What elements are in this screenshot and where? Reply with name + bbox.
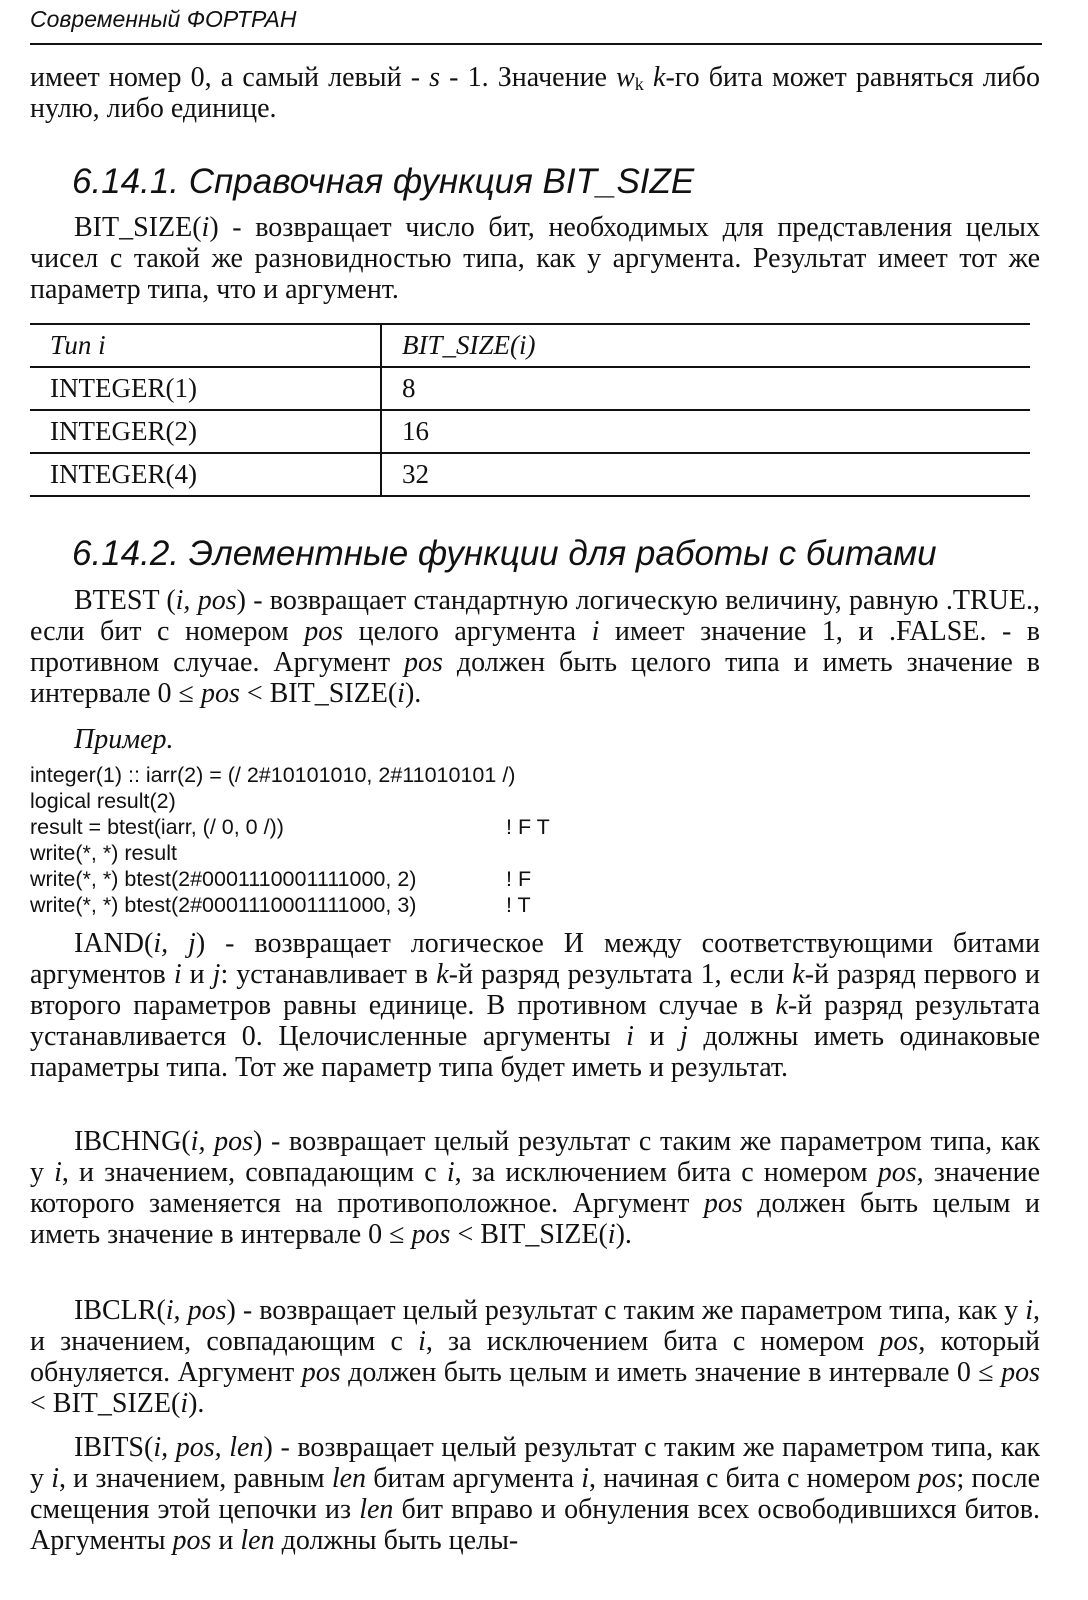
code-example: [30, 762, 550, 918]
code-comment: ! F: [506, 867, 532, 891]
ibclr-paragraph: IBCLR(i, pos) - возвращает целый результат с таким же параметром типа, как у i, и значением, совпадающим с i, за исключением бита с номером pos, который обнуляется. Аргумент pos должен быть целым и иметь значение в интервале 0 ≤ pos < BIT_SIZE(i).: [30, 1295, 1040, 1419]
table-cell-size: 16: [381, 410, 1030, 453]
table-row: [30, 367, 1030, 410]
table-cell-type: INTEGER(1): [30, 367, 381, 410]
code-line: integer(1) :: iarr(2) = (/ 2#10101010, 2#11010101 /): [30, 763, 516, 787]
table-cell-size: 8: [381, 367, 1030, 410]
section-heading-elemental-functions: 6.14.2. Элементные функции для работы с битами: [72, 534, 937, 573]
table-row: [30, 410, 1030, 453]
bit-size-table: [30, 323, 1030, 497]
code-line: write(*, *) btest(2#0001110001111000, 2) ! F: [30, 867, 532, 891]
table-cell-type: INTEGER(4): [30, 453, 381, 496]
code-line: write(*, *) btest(2#0001110001111000, 3) ! T: [30, 893, 531, 917]
table-header-bit-size: BIT_SIZE(i): [381, 324, 1030, 367]
btest-paragraph: BTEST (i, pos) - возвращает стандартную логическую величину, равную .TRUE., если бит с номером pos целого аргумента i имеет значение 1, и .FALSE. - в противном случае. Аргумент pos должен быть целого типа и иметь значение в интервале 0 ≤ pos < BIT_SIZE(i).: [30, 585, 1041, 709]
ibits-paragraph: IBITS(i, pos, len) - возвращает целый результат с таким же параметром типа, как у i, и значением, равным len битам аргумента i, начиная с бита с номером pos; после смещения этой цепочки из len бит вправо и обнуления всех освободившихся битов. Аргументы pos и len должны быть целы-: [30, 1432, 1041, 1556]
table-cell-type: INTEGER(2): [30, 410, 381, 453]
code-line: result = btest(iarr, (/ 0, 0 /)) ! F T: [30, 815, 550, 839]
table-row: [30, 453, 1030, 496]
table-cell-size: 32: [381, 453, 1030, 496]
ibchng-paragraph: IBCHNG(i, pos) - возвращает целый результат с таким же параметром типа, как у i, и значением, совпадающим с i, за исключением бита с номером pos, значение которого заменяется на противоположное. Аргумент pos должен быть целым и иметь значение в интервале 0 ≤ pos < BIT_SIZE(i).: [30, 1126, 1041, 1250]
iand-paragraph: IAND(i, j) - возвращает логическое И между соответствующими битами аргументов i и j: устанавливает в k-й разряд результата 1, если k-й разряд первого и второго параметров равны единице. В противном случае в k-й разряд результата устанавливается 0. Целочисленные аргументы i и j должны иметь одинаковые параметры типа. Тот же параметр типа будет иметь и результат.: [30, 928, 1041, 1083]
table-header-row: [30, 324, 1030, 367]
header-rule: [30, 43, 1042, 45]
intro-paragraph: имеет номер 0, а самый левый - s - 1. Значение $w_k$ k-го бита может равняться либо нулю, либо единице.: [30, 62, 1040, 124]
code-line: logical result(2): [30, 789, 176, 813]
code-comment: ! F T: [506, 815, 550, 839]
running-head: Современный ФОРТРАН: [30, 6, 297, 32]
bit-size-paragraph: BIT_SIZE(i) - возвращает число бит, необходимых для представления целых чисел с такой же разновидностью типа, как у аргумента. Результат имеет тот же параметр типа, что и аргумент.: [30, 212, 1040, 305]
section-heading-bit-size: 6.14.1. Справочная функция BIT_SIZE: [72, 162, 695, 201]
table-header-type: Тип i: [30, 324, 381, 367]
code-comment: ! T: [506, 893, 531, 917]
example-label: Пример.: [74, 724, 174, 755]
code-line: write(*, *) result: [30, 841, 177, 865]
